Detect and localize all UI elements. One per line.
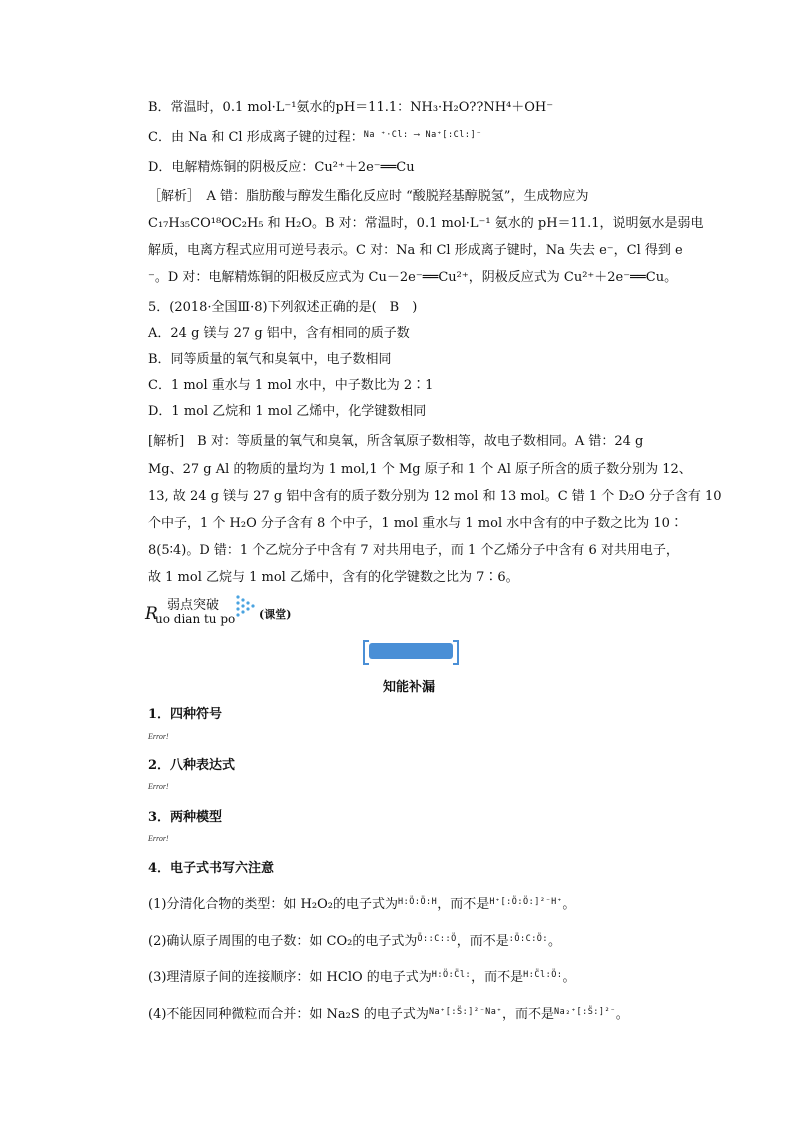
option-c-text: C．由 Na 和 Cl 形成离子键的过程： bbox=[148, 130, 364, 145]
analysis-2-line4: 个中子，1 个 H₂O 分子含有 8 个中子，1 mol 重水与 1 mol 水中含有的中子数之比为 10∶ bbox=[148, 516, 683, 531]
note-4-formula-correct: Na⁺[:S̈:]²⁻Na⁺ bbox=[428, 1007, 502, 1017]
banner-bar bbox=[369, 643, 453, 659]
note-4-mid: ，而不是 bbox=[501, 1007, 554, 1022]
note-4-formula-wrong: Na₂⁺[:S̈:]²⁻ bbox=[553, 1007, 616, 1017]
analysis-2-line5: 8(5∶4)。D 错：1 个乙烷分子中含有 7 对共用电子，而 1 个乙烯分子中含有 6 对共用电子， bbox=[148, 543, 679, 558]
option-c bbox=[148, 126, 482, 145]
section-pinyin: uo dian tu po bbox=[155, 612, 236, 626]
note-2-formula-correct: Ö::C::Ö bbox=[417, 934, 457, 944]
analysis-1-line1: ［解析］ A 错：脂肪酸与醇发生酯化反应时 “酸脱羟基醇脱氢”，生成物应为 bbox=[148, 189, 589, 204]
note-2 bbox=[148, 930, 561, 949]
note-2-mid: ，而不是 bbox=[456, 934, 509, 949]
section-logo-letter: R bbox=[145, 604, 158, 624]
note-4 bbox=[148, 1003, 629, 1022]
section-header bbox=[145, 594, 315, 630]
analysis-2-line3: 13, 故 24 g 镁与 27 g 铝中含有的质子数分别为 12 mol 和 13 mol。C 错 1 个 D₂O 分子含有 10 bbox=[148, 489, 722, 504]
note-1-mid: ，而不是 bbox=[437, 897, 490, 912]
item-4-title: 4．电子式书写六注意 bbox=[148, 861, 275, 876]
note-2-text: (2)确认原子周围的电子数：如 CO₂的电子式为 bbox=[148, 934, 418, 949]
item-3-title: 3．两种模型 bbox=[148, 810, 223, 825]
section-title: 弱点突破 bbox=[167, 598, 220, 613]
note-3 bbox=[148, 966, 575, 985]
item-2-title: 2．八种表达式 bbox=[148, 758, 236, 773]
question-5-option-a: A．24 g 镁与 27 g 铝中，含有相同的质子数 bbox=[148, 326, 410, 341]
item-2-error: Error! bbox=[148, 782, 169, 791]
arrow-dots-icon bbox=[235, 594, 257, 620]
note-3-end: 。 bbox=[562, 970, 576, 985]
note-1-formula-correct: H:Ö:Ö:H bbox=[397, 897, 438, 907]
note-1-formula-wrong: H⁺[:Ö:Ö:]²⁻H⁺ bbox=[489, 897, 563, 907]
banner-caption: 知能补漏 bbox=[383, 680, 436, 695]
note-4-text: (4)不能因同种微粒而合并：如 Na₂S 的电子式为 bbox=[148, 1007, 429, 1022]
question-5-option-c: C．1 mol 重水与 1 mol 水中，中子数比为 2∶1 bbox=[148, 378, 434, 393]
note-2-formula-wrong: :Ö:C:Ö: bbox=[508, 934, 549, 944]
note-2-end: 。 bbox=[548, 934, 562, 949]
note-3-formula-wrong: H:C̈l:Ö: bbox=[523, 970, 563, 980]
option-b: B．常温时，0.1 mol·L⁻¹氨水的pH＝11.1：NH₃·H₂O??NH⁴＋OH⁻ bbox=[148, 100, 554, 115]
analysis-2-line1: [解析] B 对：等质量的氧气和臭氧，所含氧原子数相等，故电子数相同。A 错：24 g bbox=[148, 434, 644, 449]
analysis-1-line4: ⁻。D 对：电解精炼铜的阳极反应式为 Cu－2e⁻══Cu²⁺，阴极反应式为 Cu²⁺＋2e⁻══Cu。 bbox=[148, 270, 678, 285]
note-4-end: 。 bbox=[615, 1007, 629, 1022]
banner bbox=[363, 640, 459, 662]
option-d: D．电解精炼铜的阴极反应：Cu²⁺＋2e⁻══Cu bbox=[148, 160, 415, 175]
note-3-mid: ，而不是 bbox=[471, 970, 524, 985]
item-1-error: Error! bbox=[148, 732, 169, 741]
question-5-stem: 5．(2018·全国Ⅲ·8)下列叙述正确的是( B ) bbox=[148, 300, 418, 315]
analysis-2-line6: 故 1 mol 乙烷与 1 mol 乙烯中，含有的化学键数之比为 7∶6。 bbox=[148, 570, 519, 585]
note-3-formula-correct: H:Ö:C̈l: bbox=[431, 970, 472, 980]
question-5-option-d: D．1 mol 乙烷和 1 mol 乙烯中，化学键数相同 bbox=[148, 404, 427, 419]
section-tag: (课堂) bbox=[259, 608, 292, 621]
note-1 bbox=[148, 893, 575, 912]
note-1-text: (1)分清化合物的类型：如 H₂O₂的电子式为 bbox=[148, 897, 398, 912]
question-5-option-b: B．同等质量的氧气和臭氧中，电子数相同 bbox=[148, 352, 392, 367]
ionic-bond-formula: Na ⁺·Cl: ⟶ Na⁺[:Cl:]⁻ bbox=[363, 130, 482, 140]
item-1-title: 1．四种符号 bbox=[148, 707, 223, 722]
banner-right-bracket bbox=[453, 640, 459, 665]
note-3-text: (3)理清原子间的连接顺序：如 HClO 的电子式为 bbox=[148, 970, 432, 985]
analysis-2-line2: Mg、27 g Al 的物质的量均为 1 mol,1 个 Mg 原子和 1 个 Al 原子所含的质子数分别为 12、 bbox=[148, 462, 692, 477]
analysis-1-line2: C₁₇H₃₅CO¹⁸OC₂H₅ 和 H₂O。B 对：常温时，0.1 mol·L⁻¹ 氨水的 pH＝11.1，说明氨水是弱电 bbox=[148, 216, 704, 231]
item-3-error: Error! bbox=[148, 834, 169, 843]
note-1-end: 。 bbox=[562, 897, 576, 912]
analysis-1-line3: 解质，电离方程式应用可逆号表示。C 对：Na 和 Cl 形成离子键时，Na 失去 e⁻，Cl 得到 e bbox=[148, 243, 683, 258]
